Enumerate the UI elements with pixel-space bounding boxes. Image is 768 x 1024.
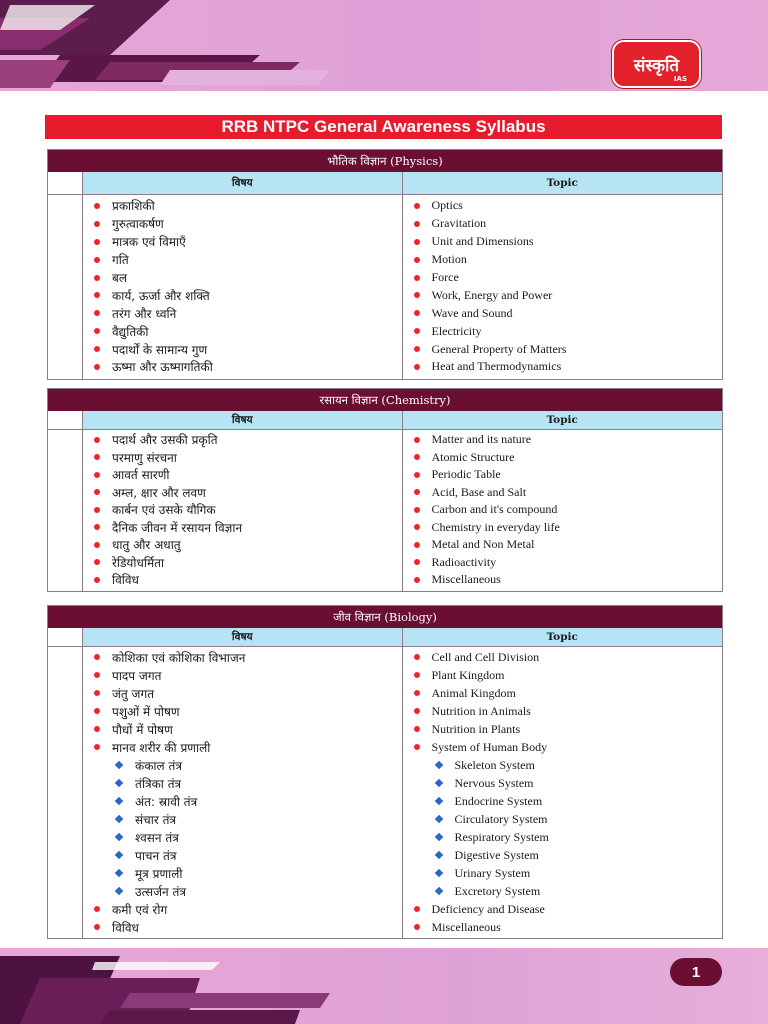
list-item: System of Human Body xyxy=(403,738,723,756)
list-item: Animal Kingdom xyxy=(403,684,723,702)
english-topic-list xyxy=(403,647,723,938)
list-item: मानव शरीर की प्रणाली xyxy=(83,738,402,756)
sub-list-item: Urinary System xyxy=(403,864,723,882)
bullet-icon xyxy=(94,275,100,281)
diamond-bullet-icon xyxy=(115,761,123,769)
list-item: तरंग और ध्वनि xyxy=(83,304,402,322)
list-item: Metal and Non Metal xyxy=(403,536,723,554)
list-item: परमाणु संरचना xyxy=(83,449,402,467)
list-item: कमी एवं रोग xyxy=(83,900,402,918)
list-item: गति xyxy=(83,251,402,269)
diamond-bullet-icon xyxy=(434,779,442,787)
diamond-bullet-icon xyxy=(434,815,442,823)
bullet-icon xyxy=(414,507,420,513)
bullet-icon xyxy=(414,524,420,530)
list-item: अम्ल, क्षार और लवण xyxy=(83,484,402,502)
list-item: कोशिका एवं कोशिका विभाजन xyxy=(83,648,402,666)
list-item: Optics xyxy=(403,197,723,215)
list-item: Carbon and it's compound xyxy=(403,501,723,519)
bullet-icon xyxy=(414,221,420,227)
bullet-icon xyxy=(94,524,100,530)
column-header-hindi: विषय xyxy=(83,172,402,195)
sub-list-item: मूत्र प्रणाली xyxy=(83,864,402,882)
bullet-icon xyxy=(414,690,420,696)
sub-list-item: तंत्रिका तंत्र xyxy=(83,774,402,792)
list-item: Gravitation xyxy=(403,215,723,233)
list-item: Heat and Thermodynamics xyxy=(403,358,723,376)
section-heading: जीव विज्ञान (Biology) xyxy=(48,606,722,628)
list-item: Unit and Dimensions xyxy=(403,233,723,251)
bullet-icon xyxy=(94,346,100,352)
diamond-bullet-icon xyxy=(115,815,123,823)
diamond-bullet-icon xyxy=(434,797,442,805)
list-item: कार्य, ऊर्जा और शक्ति xyxy=(83,286,402,304)
bullet-icon xyxy=(94,507,100,513)
diamond-bullet-icon xyxy=(434,851,442,859)
list-item: Cell and Cell Division xyxy=(403,648,723,666)
diamond-bullet-icon xyxy=(115,779,123,787)
list-item: आवर्त सारणी xyxy=(83,466,402,484)
bullet-icon xyxy=(94,559,100,565)
bullet-icon xyxy=(414,744,420,750)
list-item: Radioactivity xyxy=(403,554,723,572)
english-column xyxy=(403,628,723,938)
bullet-icon xyxy=(94,310,100,316)
bullet-icon xyxy=(414,257,420,263)
logo-text: संस्कृति xyxy=(633,55,680,76)
bullet-icon xyxy=(414,472,420,478)
list-item: Deficiency and Disease xyxy=(403,900,723,918)
blank-column xyxy=(48,411,83,591)
list-item: General Property of Matters xyxy=(403,340,723,358)
physics-section xyxy=(47,149,723,380)
sub-list-item: अंत: स्रावी तंत्र xyxy=(83,792,402,810)
bullet-icon xyxy=(94,437,100,443)
list-item: Nutrition in Plants xyxy=(403,720,723,738)
hindi-topic-list xyxy=(83,430,402,591)
list-item: पदार्थों के सामान्य गुण xyxy=(83,340,402,358)
sub-list-item: Circulatory System xyxy=(403,810,723,828)
bullet-icon xyxy=(414,292,420,298)
sub-list-item: संचार तंत्र xyxy=(83,810,402,828)
hindi-column xyxy=(83,628,403,938)
english-topic-list xyxy=(403,195,723,379)
bullet-icon xyxy=(414,437,420,443)
list-item: Wave and Sound xyxy=(403,304,723,322)
sub-list-item: श्वसन तंत्र xyxy=(83,828,402,846)
brand-logo xyxy=(612,40,701,88)
bullet-icon xyxy=(414,906,420,912)
diamond-bullet-icon xyxy=(434,833,442,841)
bullet-icon xyxy=(414,654,420,660)
bullet-icon xyxy=(94,654,100,660)
bullet-icon xyxy=(414,364,420,370)
bullet-icon xyxy=(414,454,420,460)
bullet-icon xyxy=(414,559,420,565)
diamond-bullet-icon xyxy=(115,797,123,805)
sub-list-item: पाचन तंत्र xyxy=(83,846,402,864)
bullet-icon xyxy=(414,726,420,732)
list-item: Nutrition in Animals xyxy=(403,702,723,720)
list-item: विविध xyxy=(83,571,402,589)
bullet-icon xyxy=(94,577,100,583)
bullet-icon xyxy=(414,203,420,209)
bullet-icon xyxy=(414,239,420,245)
diamond-bullet-icon xyxy=(115,869,123,877)
sub-list-item: उत्सर्जन तंत्र xyxy=(83,882,402,900)
english-column xyxy=(403,172,723,379)
hindi-topic-list xyxy=(83,647,402,938)
list-item: Motion xyxy=(403,251,723,269)
list-item: बल xyxy=(83,269,402,287)
bullet-icon xyxy=(414,708,420,714)
bullet-icon xyxy=(414,542,420,548)
bullet-icon xyxy=(414,328,420,334)
column-header-english: Topic xyxy=(403,411,723,430)
bullet-icon xyxy=(94,672,100,678)
page-number: 1 xyxy=(670,958,722,986)
list-item: रेडियोधर्मिता xyxy=(83,554,402,572)
list-item: Matter and its nature xyxy=(403,431,723,449)
list-item: मात्रक एवं विमाएँ xyxy=(83,233,402,251)
section-heading: रसायन विज्ञान (Chemistry) xyxy=(48,389,722,411)
footer-decoration xyxy=(0,948,420,1024)
bullet-icon xyxy=(94,328,100,334)
column-header-hindi: विषय xyxy=(83,411,402,430)
column-header-english: Topic xyxy=(403,172,723,195)
list-item: Plant Kingdom xyxy=(403,666,723,684)
list-item: वैद्युतिकी xyxy=(83,322,402,340)
sub-list-item: Excretory System xyxy=(403,882,723,900)
list-item: पादप जगत xyxy=(83,666,402,684)
list-item: पशुओं में पोषण xyxy=(83,702,402,720)
bullet-icon xyxy=(414,672,420,678)
page-title: RRB NTPC General Awareness Syllabus xyxy=(221,117,546,136)
list-item: Miscellaneous xyxy=(403,571,723,589)
bullet-icon xyxy=(94,292,100,298)
bullet-icon xyxy=(414,275,420,281)
bullet-icon xyxy=(94,542,100,548)
bullet-icon xyxy=(94,708,100,714)
hindi-topic-list xyxy=(83,195,402,379)
list-item: पौधों में पोषण xyxy=(83,720,402,738)
list-item: दैनिक जीवन में रसायन विज्ञान xyxy=(83,519,402,537)
diamond-bullet-icon xyxy=(115,851,123,859)
sub-list-item: Nervous System xyxy=(403,774,723,792)
chemistry-section xyxy=(47,388,723,592)
blank-column xyxy=(48,172,83,379)
list-item: पदार्थ और उसकी प्रकृति xyxy=(83,431,402,449)
diamond-bullet-icon xyxy=(434,887,442,895)
list-item: कार्बन एवं उसके यौगिक xyxy=(83,501,402,519)
list-item: गुरुत्वाकर्षण xyxy=(83,215,402,233)
bullet-icon xyxy=(94,726,100,732)
list-item: Miscellaneous xyxy=(403,918,723,936)
list-item: Atomic Structure xyxy=(403,449,723,467)
list-item: Electricity xyxy=(403,322,723,340)
sub-list-item: Skeleton System xyxy=(403,756,723,774)
bullet-icon xyxy=(414,346,420,352)
list-item: जंतु जगत xyxy=(83,684,402,702)
diamond-bullet-icon xyxy=(115,887,123,895)
hindi-column xyxy=(83,172,403,379)
list-item: Force xyxy=(403,269,723,287)
header-decoration xyxy=(0,0,420,91)
bullet-icon xyxy=(94,454,100,460)
list-item: विविध xyxy=(83,918,402,936)
column-header-english: Topic xyxy=(403,628,723,647)
bullet-icon xyxy=(414,489,420,495)
english-topic-list xyxy=(403,430,723,591)
list-item: धातु और अधातु xyxy=(83,536,402,554)
list-item: Chemistry in everyday life xyxy=(403,519,723,537)
bullet-icon xyxy=(94,906,100,912)
bullet-icon xyxy=(94,690,100,696)
diamond-bullet-icon xyxy=(434,761,442,769)
bullet-icon xyxy=(414,310,420,316)
sub-list-item: Respiratory System xyxy=(403,828,723,846)
bullet-icon xyxy=(94,744,100,750)
sub-list-item: कंकाल तंत्र xyxy=(83,756,402,774)
list-item: Work, Energy and Power xyxy=(403,286,723,304)
bullet-icon xyxy=(94,257,100,263)
diamond-bullet-icon xyxy=(434,869,442,877)
blank-column xyxy=(48,628,83,938)
bullet-icon xyxy=(94,221,100,227)
bullet-icon xyxy=(94,239,100,245)
list-item: Periodic Table xyxy=(403,466,723,484)
bullet-icon xyxy=(414,577,420,583)
sub-list-item: Endocrine System xyxy=(403,792,723,810)
sub-list-item: Digestive System xyxy=(403,846,723,864)
list-item: Acid, Base and Salt xyxy=(403,484,723,502)
bullet-icon xyxy=(94,203,100,209)
hindi-column xyxy=(83,411,403,591)
bullet-icon xyxy=(94,472,100,478)
list-item: ऊष्मा और ऊष्मागतिकी xyxy=(83,358,402,376)
section-heading: भौतिक विज्ञान (Physics) xyxy=(48,150,722,172)
bullet-icon xyxy=(94,364,100,370)
title-bar xyxy=(45,115,722,139)
list-item: प्रकाशिकी xyxy=(83,197,402,215)
english-column xyxy=(403,411,723,591)
diamond-bullet-icon xyxy=(115,833,123,841)
biology-section xyxy=(47,605,723,939)
bullet-icon xyxy=(94,489,100,495)
logo-subtext: IAS xyxy=(673,75,687,83)
bullet-icon xyxy=(94,924,100,930)
bullet-icon xyxy=(414,924,420,930)
column-header-hindi: विषय xyxy=(83,628,402,647)
